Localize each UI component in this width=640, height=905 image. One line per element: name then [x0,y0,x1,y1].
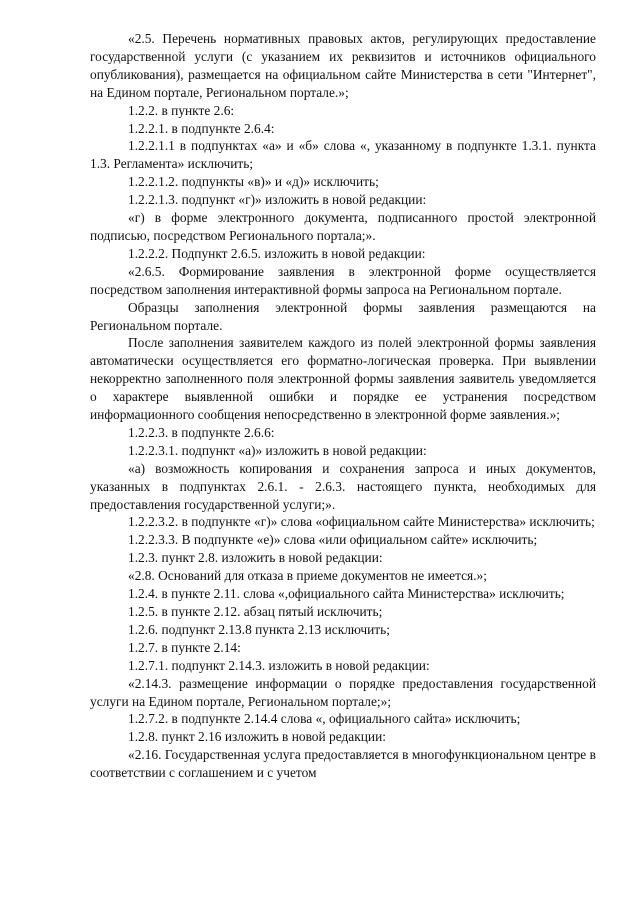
paragraph-2-6-5: «2.6.5. Формирование заявления в электронной форме осуществляется посредством заполнения интерактивной формы запроса на Региональном портале. [90,263,596,297]
paragraph-1-2-4: 1.2.4. в пункте 2.11. слова «,официального сайта Министерства» исключить; [128,586,565,602]
paragraph-1-2-2-1-2: 1.2.2.1.2. подпункты «в)» и «д)» исключить; [128,174,379,190]
paragraph-1-2-2-3: 1.2.2.3. в подпункте 2.6.6: [128,424,275,440]
paragraph-1-2-2-1-3: 1.2.2.1.3. подпункт «г)» изложить в новой редакции: [128,192,427,208]
document-page [90,30,596,782]
paragraph-2-16-quote: «2.16. Государственная услуга предоставляется в многофункциональном центре в соответствии с соглашением и с учетом [90,747,596,781]
paragraph-validation: После заполнения заявителем каждого из полей электронной формы заявления автоматически осуществляется его форматно-логическая проверка. При выявлении некорректно заполненного поля электронной формы заявления заявитель уведомляется о характере выявленной ошибки и порядке ее устранения посредством информационного сообщения непосредственно в электронной форме заявления.»; [90,335,596,423]
paragraph-2-8-quote: «2.8. Оснований для отказа в приеме документов не имеется.»; [128,568,487,584]
paragraph-1-2-2-1: 1.2.2.1. в подпункте 2.6.4: [128,120,275,136]
paragraph-1-2-7: 1.2.7. в пункте 2.14: [128,639,241,655]
paragraph-1-2-7-1: 1.2.7.1. подпункт 2.14.3. изложить в новой редакции: [128,657,430,673]
paragraph-1-2-7-2: 1.2.7.2. в подпункте 2.14.4 слова «, официального сайта» исключить; [128,711,521,727]
paragraph-g-quote: «г) в форме электронного документа, подписанного простой электронной подписью, посредством Регионального портала;». [90,210,596,243]
paragraph-1-2-3: 1.2.3. пункт 2.8. изложить в новой редакции: [128,550,383,566]
paragraph-1-2-2-3-3: 1.2.2.3.3. В подпункте «е)» слова «или официальном сайте» исключить; [128,532,538,548]
paragraph-1-2-2: 1.2.2. в пункте 2.6: [128,102,235,118]
paragraph-a-quote: «а) возможность копирования и сохранения запроса и иных документов, указанных в подпунктах 2.6.1. - 2.6.3. настоящего пункта, необходимых для предоставления государственной услуги;». [90,460,596,512]
paragraph-1-2-8: 1.2.8. пункт 2.16 изложить в новой редакции: [128,729,386,745]
paragraph-1-2-2-3-1: 1.2.2.3.1. подпункт «а)» изложить в новой редакции: [128,442,427,458]
paragraph-2-14-3-quote: «2.14.3. размещение информации о порядке предоставления государственной услуги на Едином портале, Региональном портале;»; [90,675,596,709]
paragraph-1-2-2-3-2: 1.2.2.3.2. в подпункте «г)» слова «официальном сайте Министерства» исключить; [128,514,595,530]
paragraph-samples: Образцы заполнения электронной формы заявления размещаются на Региональном портале. [90,299,596,333]
paragraph-1-2-2-2: 1.2.2.2. Подпункт 2.6.5. изложить в новой редакции: [128,245,426,261]
paragraph-1-2-5: 1.2.5. в пункте 2.12. абзац пятый исключить; [128,604,383,619]
paragraph-1-2-2-1-1: 1.2.2.1.1 в подпунктах «а» и «б» слова «, указанному в подпункте 1.3.1. пункта 1.3. Регламента» исключить; [90,138,596,172]
paragraph-1-2-6: 1.2.6. подпункт 2.13.8 пункта 2.13 исключить; [128,621,390,637]
paragraph-2-5: «2.5. Перечень нормативных правовых актов, регулирующих предоставление государственной услуги (с указанием их реквизитов и источников официального опубликования), размещается на официальном сайте Министерства в сети "Интернет", на Едином портале, Региональном портале.»; [90,31,596,100]
